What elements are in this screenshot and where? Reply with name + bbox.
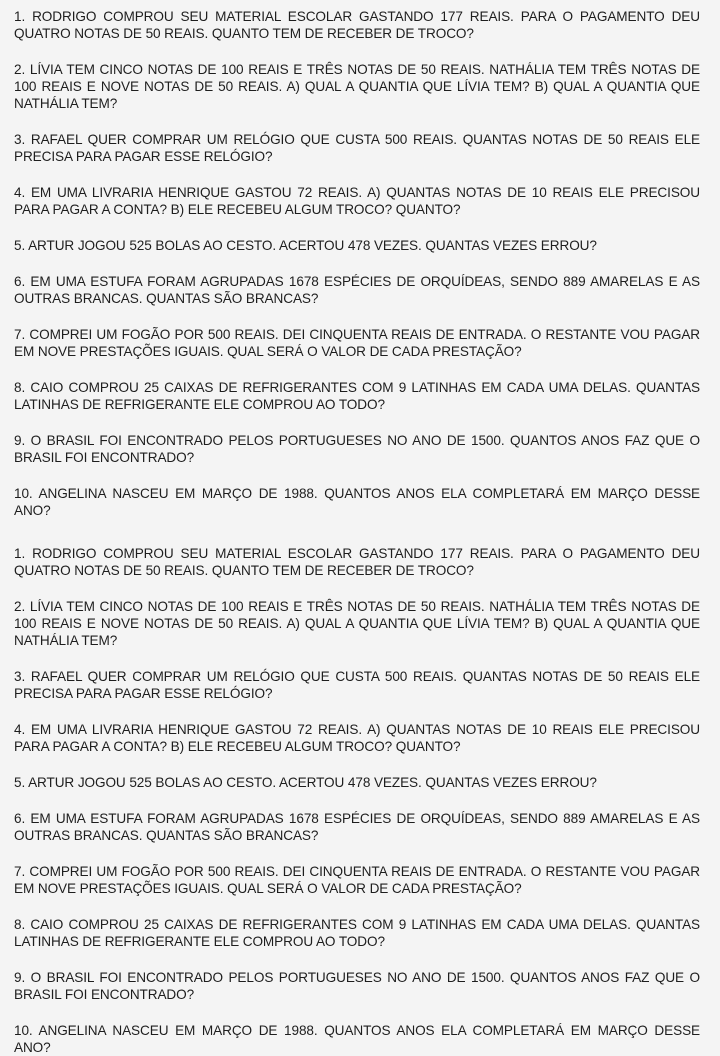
question-3: 3. RAFAEL QUER COMPRAR UM RELÓGIO QUE CUSTA 500 REAIS. QUANTAS NOTAS DE 50 REAIS ELE PRECISA PARA PAGAR ESSE RELÓGIO? [14, 669, 700, 701]
question-4: 4. EM UMA LIVRARIA HENRIQUE GASTOU 72 REAIS. A) QUANTAS NOTAS DE 10 REAIS ELE PRECISOU PARA PAGAR A CONTA? B) ELE RECEBEU ALGUM TROCO? QUANTO? [14, 722, 700, 754]
worksheet-copy-1 [14, 8, 700, 519]
question-3: 3. RAFAEL QUER COMPRAR UM RELÓGIO QUE CUSTA 500 REAIS. QUANTAS NOTAS DE 50 REAIS ELE PRECISA PARA PAGAR ESSE RELÓGIO? [14, 132, 700, 164]
question-5: 5. ARTUR JOGOU 525 BOLAS AO CESTO. ACERTOU 478 VEZES. QUANTAS VEZES ERROU? [14, 238, 597, 253]
question-1: 1. RODRIGO COMPROU SEU MATERIAL ESCOLAR GASTANDO 177 REAIS. PARA O PAGAMENTO DEU QUATRO NOTAS DE 50 REAIS. QUANTO TEM DE RECEBER DE TROCO? [14, 9, 700, 41]
question-10: 10. ANGELINA NASCEU EM MARÇO DE 1988. QUANTOS ANOS ELA COMPLETARÁ EM MARÇO DESSE ANO? [14, 1023, 700, 1055]
worksheet-copy-2 [14, 545, 700, 1056]
question-7: 7. COMPREI UM FOGÃO POR 500 REAIS. DEI CINQUENTA REAIS DE ENTRADA. O RESTANTE VOU PAGAR EM NOVE PRESTAÇÕES IGUAIS. QUAL SERÁ O VALOR DE CADA PRESTAÇÃO? [14, 327, 700, 359]
question-7: 7. COMPREI UM FOGÃO POR 500 REAIS. DEI CINQUENTA REAIS DE ENTRADA. O RESTANTE VOU PAGAR EM NOVE PRESTAÇÕES IGUAIS. QUAL SERÁ O VALOR DE CADA PRESTAÇÃO? [14, 864, 700, 896]
question-6: 6. EM UMA ESTUFA FORAM AGRUPADAS 1678 ESPÉCIES DE ORQUÍDEAS, SENDO 889 AMARELAS E AS OUTRAS BRANCAS. QUANTAS SÃO BRANCAS? [14, 274, 700, 306]
question-1: 1. RODRIGO COMPROU SEU MATERIAL ESCOLAR GASTANDO 177 REAIS. PARA O PAGAMENTO DEU QUATRO NOTAS DE 50 REAIS. QUANTO TEM DE RECEBER DE TROCO? [14, 546, 700, 578]
question-2: 2. LÍVIA TEM CINCO NOTAS DE 100 REAIS E TRÊS NOTAS DE 50 REAIS. NATHÁLIA TEM TRÊS NOTAS DE 100 REAIS E NOVE NOTAS DE 50 REAIS. A) QUAL A QUANTIA QUE LÍVIA TEM? B) QUAL A QUANTIA QUE NATHÁLIA TEM? [14, 599, 700, 648]
question-9: 9. O BRASIL FOI ENCONTRADO PELOS PORTUGUESES NO ANO DE 1500. QUANTOS ANOS FAZ QUE O BRASIL FOI ENCONTRADO? [14, 970, 700, 1002]
question-9: 9. O BRASIL FOI ENCONTRADO PELOS PORTUGUESES NO ANO DE 1500. QUANTOS ANOS FAZ QUE O BRASIL FOI ENCONTRADO? [14, 433, 700, 465]
question-2: 2. LÍVIA TEM CINCO NOTAS DE 100 REAIS E TRÊS NOTAS DE 50 REAIS. NATHÁLIA TEM TRÊS NOTAS DE 100 REAIS E NOVE NOTAS DE 50 REAIS. A) QUAL A QUANTIA QUE LÍVIA TEM? B) QUAL A QUANTIA QUE NATHÁLIA TEM? [14, 62, 700, 111]
question-5: 5. ARTUR JOGOU 525 BOLAS AO CESTO. ACERTOU 478 VEZES. QUANTAS VEZES ERROU? [14, 775, 597, 790]
question-8: 8. CAIO COMPROU 25 CAIXAS DE REFRIGERANTES COM 9 LATINHAS EM CADA UMA DELAS. QUANTAS LATINHAS DE REFRIGERANTE ELE COMPROU AO TODO? [14, 380, 700, 412]
question-10: 10. ANGELINA NASCEU EM MARÇO DE 1988. QUANTOS ANOS ELA COMPLETARÁ EM MARÇO DESSE ANO? [14, 486, 700, 518]
question-8: 8. CAIO COMPROU 25 CAIXAS DE REFRIGERANTES COM 9 LATINHAS EM CADA UMA DELAS. QUANTAS LATINHAS DE REFRIGERANTE ELE COMPROU AO TODO? [14, 917, 700, 949]
question-4: 4. EM UMA LIVRARIA HENRIQUE GASTOU 72 REAIS. A) QUANTAS NOTAS DE 10 REAIS ELE PRECISOU PARA PAGAR A CONTA? B) ELE RECEBEU ALGUM TROCO? QUANTO? [14, 185, 700, 217]
question-6: 6. EM UMA ESTUFA FORAM AGRUPADAS 1678 ESPÉCIES DE ORQUÍDEAS, SENDO 889 AMARELAS E AS OUTRAS BRANCAS. QUANTAS SÃO BRANCAS? [14, 811, 700, 843]
